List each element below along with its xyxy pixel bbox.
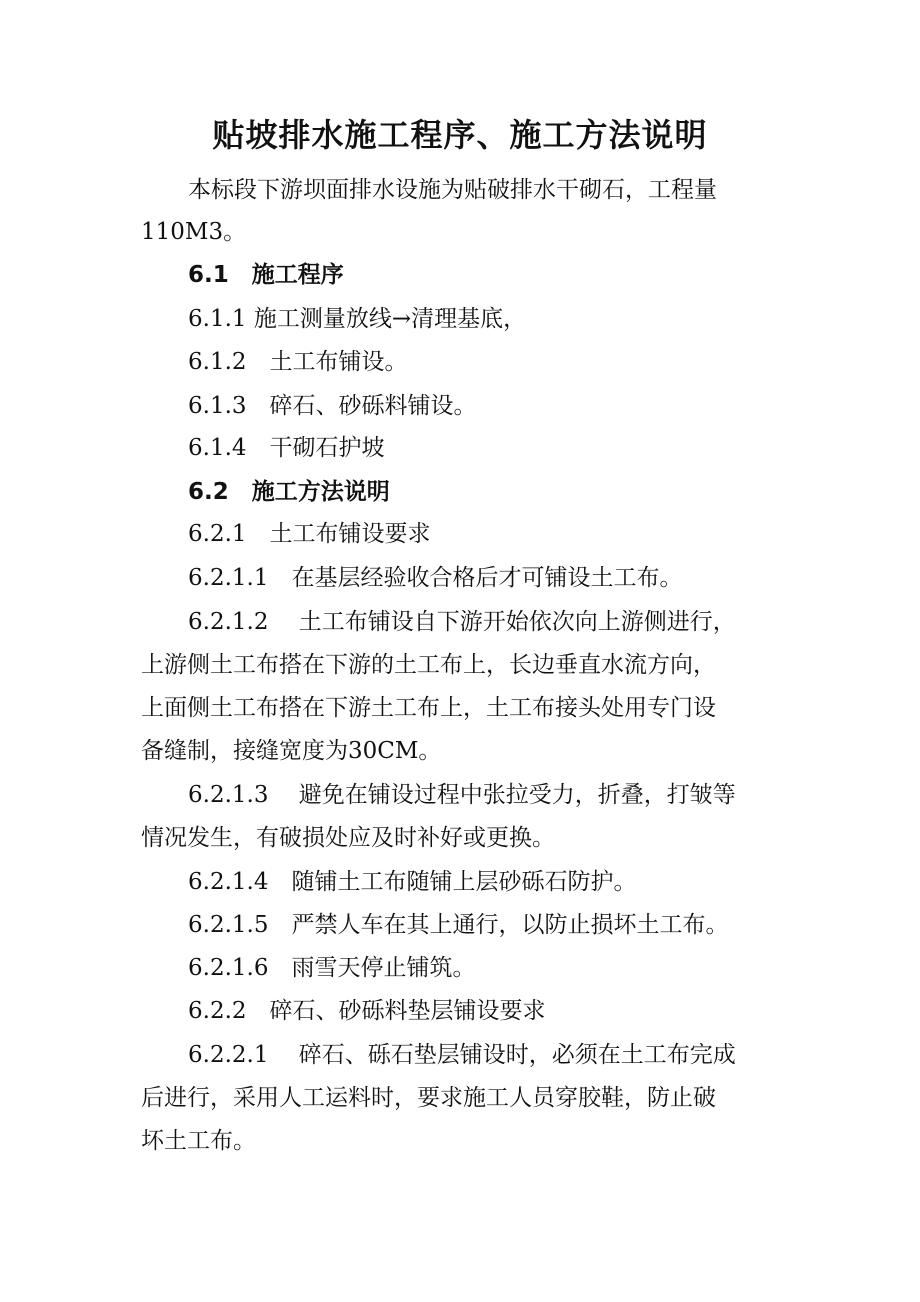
item-6-2-1-6: 6.2.1.6 雨雪天停止铺筑。 [188, 955, 476, 981]
item-6-2-1-1: 6.2.1.1 在基层经验收合格后才可铺设土工布。 [188, 565, 683, 591]
paragraph-intro-line-2: 110M3。 [141, 219, 247, 245]
item-6-2-1-3-line-1: 6.2.1.3 避免在铺设过程中张拉受力，折叠，打皱等 [188, 782, 736, 808]
paragraph-intro-line-1: 本标段下游坝面排水设施为贴破排水干砌石，工程量 [188, 177, 717, 203]
item-6-2-2-1-line-3: 坏土工布。 [141, 1128, 256, 1154]
item-6-2-1-4: 6.2.1.4 随铺土工布随铺上层砂砾石防护。 [188, 869, 637, 895]
subsection-6-2-2: 6.2.2 碎石、砂砾料垫层铺设要求 [188, 998, 546, 1024]
item-6-2-2-1-line-1: 6.2.2.1 碎石、砾石垫层铺设时，必须在土工布完成 [188, 1042, 736, 1068]
item-6-2-1-2-line-4: 备缝制，接缝宽度为30CM。 [141, 738, 442, 764]
item-6-2-1-3-line-2: 情况发生，有破损处应及时补好或更换。 [141, 825, 555, 851]
section-heading-6-1: 6.1 施工程序 [188, 262, 344, 288]
item-6-2-1-2-line-2: 上游侧土工布搭在下游的土工布上，长边垂直水流方向， [141, 652, 716, 678]
step-6-1-4: 6.1.4 干砌石护坡 [188, 435, 385, 461]
step-6-1-3: 6.1.3 碎石、砂砾料铺设。 [188, 393, 477, 419]
item-6-2-2-1-line-2: 后进行，采用人工运料时，要求施工人员穿胶鞋，防止破 [141, 1085, 716, 1111]
step-6-1-1: 6.1.1 施工测量放线→清理基底， [188, 306, 527, 332]
document-title: 贴坡排水施工程序、施工方法说明 [212, 116, 708, 154]
item-6-2-1-2-line-1: 6.2.1.2 土工布铺设自下游开始依次向上游侧进行， [188, 609, 736, 635]
subsection-6-2-1: 6.2.1 土工布铺设要求 [188, 521, 431, 547]
item-6-2-1-2-line-3: 上面侧土工布搭在下游土工布上，土工布接头处用专门设 [141, 695, 716, 721]
step-6-1-2: 6.1.2 土工布铺设。 [188, 349, 408, 375]
section-heading-6-2: 6.2 施工方法说明 [188, 479, 390, 505]
item-6-2-1-5: 6.2.1.5 严禁人车在其上通行，以防止损坏土工布。 [188, 912, 729, 938]
